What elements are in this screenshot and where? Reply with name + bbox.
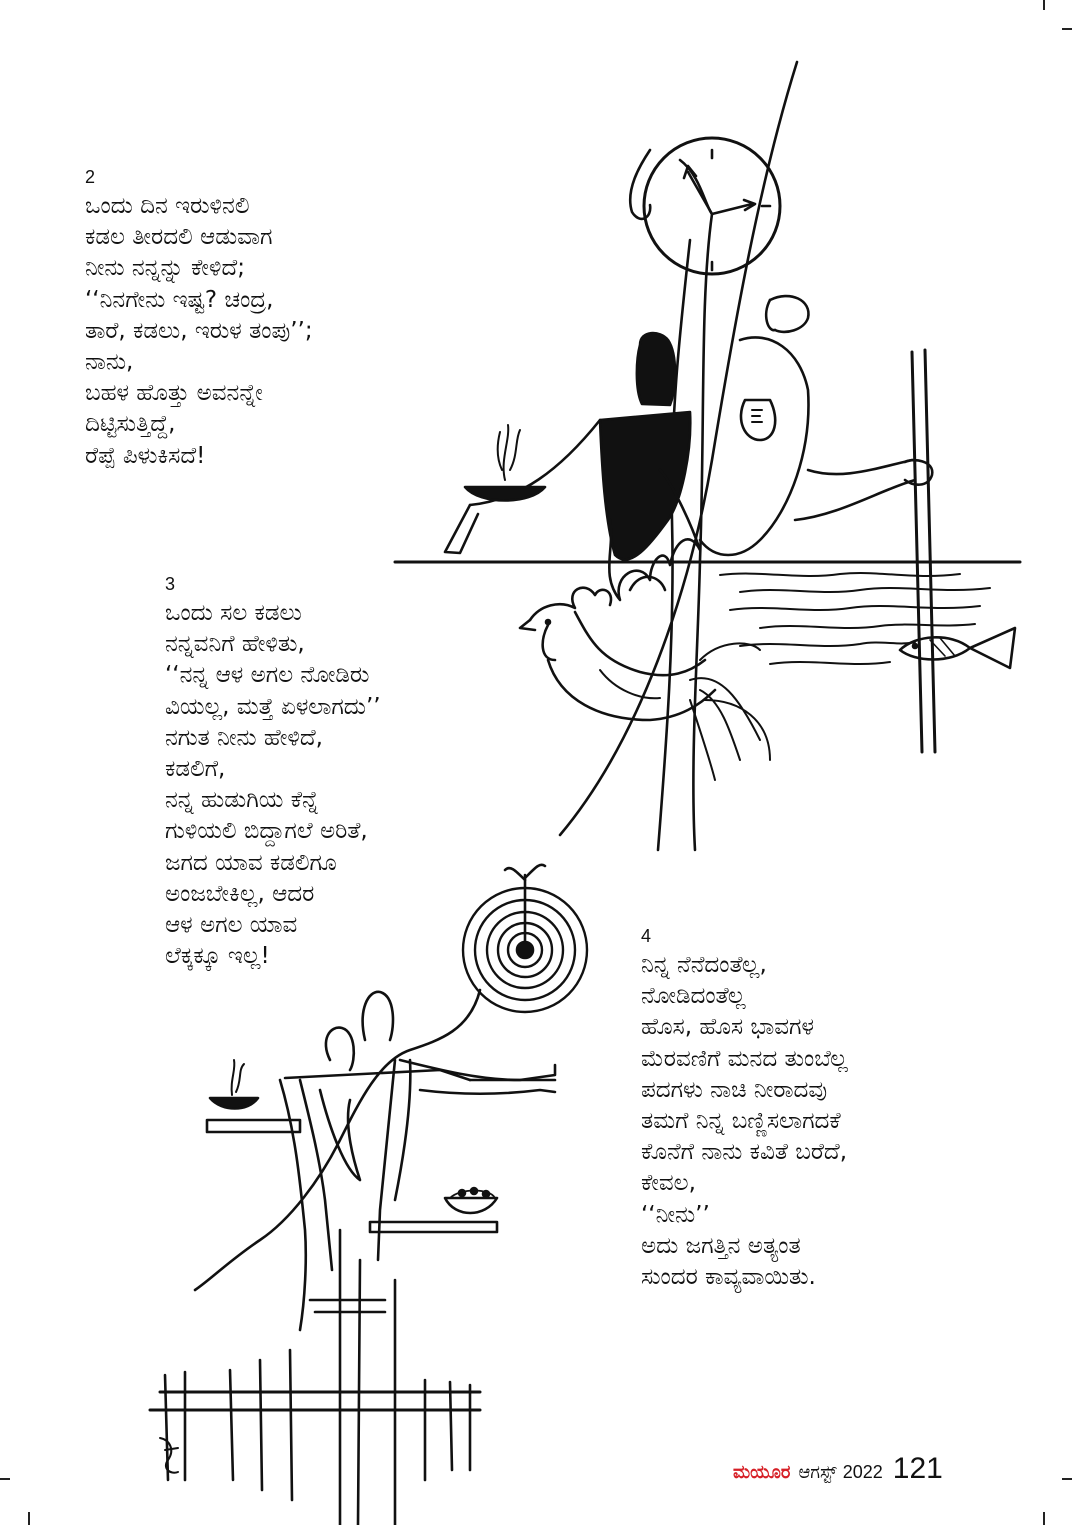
poem-line: ಅಂಜಬೇಕಿಲ್ಲ, ಆದರ (165, 880, 315, 907)
poem-line: ಒಂದು ಸಲ ಕಡಲು (165, 600, 302, 626)
issue-year: 2022 (842, 1462, 883, 1482)
page-footer (733, 1452, 943, 1492)
poem-line: ಕೇವಲ, (641, 1170, 696, 1197)
poem-4 (641, 922, 848, 1293)
poem-line: ‘‘ನಿನಗೇನು ಇಷ್ಟ? ಚಂದ್ರ, (85, 286, 274, 313)
poem-line: ನನ್ನವನಿಗೆ ಹೇಳಿತು, (165, 631, 305, 658)
poem-number: 4 (641, 926, 652, 946)
poem-number: 2 (85, 167, 96, 187)
poem-line: ಮೆರವಣಿಗೆ ಮನದ ತುಂಬೆಲ್ಲ (641, 1045, 848, 1072)
poem-line: ಆಳ ಅಗಲ ಯಾವ (165, 912, 298, 939)
poem-line: ‘‘ನನ್ನ ಆಳ ಅಗಲ ನೋಡಿರು (165, 662, 370, 689)
poem-line: ಕೊನೆಗೆ ನಾನು ಕವಿತೆ ಬರೆದೆ, (641, 1139, 847, 1166)
poem-line: ನನ್ನ ಹುಡುಗಿಯ ಕೆನ್ನೆ (165, 787, 319, 814)
poem-line: ನೀನು ನನ್ನನ್ನು ಕೇಳಿದೆ; (85, 255, 245, 282)
poem-line: ಸುಂದರ ಕಾವ್ಯವಾಯಿತು. (641, 1264, 816, 1291)
poem-2 (85, 163, 313, 472)
poem-line: ಒಂದು ದಿನ ಇರುಳಿನಲಿ (85, 193, 250, 219)
page-number: 121 (892, 1452, 943, 1485)
issue-month: ಆಗಸ್ಟ್ (798, 1462, 837, 1483)
poem-line: ವಿಯಲ್ಲ, ಮತ್ತೆ ಏಳಲಾಗದು’’ (165, 693, 381, 720)
poem-line: ನಾನು, (85, 349, 134, 376)
poem-3 (165, 570, 381, 972)
magazine-name: ಮಯೂರ (733, 1462, 791, 1483)
poem-line: ಪದಗಳು ನಾಚಿ ನೀರಾದವು (641, 1076, 828, 1103)
poem-line: ಲೆಕ್ಕಕ್ಕೂ ಇಲ್ಲ! (165, 943, 270, 970)
poem-line: ತಮಗೆ ನಿನ್ನ ಬಣ್ಣಿಸಲಾಗದಕೆ (641, 1108, 841, 1135)
poem-number: 3 (165, 574, 176, 594)
poem-line: ನಗುತ ನೀನು ಹೇಳಿದೆ, (165, 724, 323, 751)
poem-line: ಗುಳಿಯಲಿ ಬಿದ್ದಾಗಲೆ ಅರಿತೆ, (165, 818, 368, 845)
poem-line: ಕಡಲ ತೀರದಲಿ ಆಡುವಾಗ (85, 224, 273, 251)
poem-line: ನಿನ್ನ ನೆನೆದಂತೆಲ್ಲ, (641, 952, 767, 978)
poem-line: ‘‘ನೀನು’’ (641, 1201, 710, 1228)
poem-line: ರೆಪ್ಪೆ ಪಿಳುಕಿಸದೆ! (85, 442, 206, 469)
poem-line: ಬಹಳ ಹೊತ್ತು ಅವನನ್ನೇ (85, 380, 263, 407)
poem-line: ದಿಟ್ಟಿಸುತ್ತಿದ್ದೆ, (85, 411, 176, 438)
poem-line: ನೋಡಿದಂತೆಲ್ಲ (641, 983, 746, 1010)
poem-line: ಜಗದ ಯಾವ ಕಡಲಿಗೂ (165, 849, 337, 876)
poem-line: ಕಡಲಿಗೆ, (165, 756, 226, 783)
poem-line: ಅದು ಜಗತ್ತಿನ ಅತ್ಯಂತ (641, 1232, 801, 1259)
poem-line: ತಾರೆ, ಕಡಲು, ಇರುಳ ತಂಪು’’; (85, 317, 313, 344)
poem-line: ಹೊಸ, ಹೊಸ ಭಾವಗಳ (641, 1014, 814, 1041)
